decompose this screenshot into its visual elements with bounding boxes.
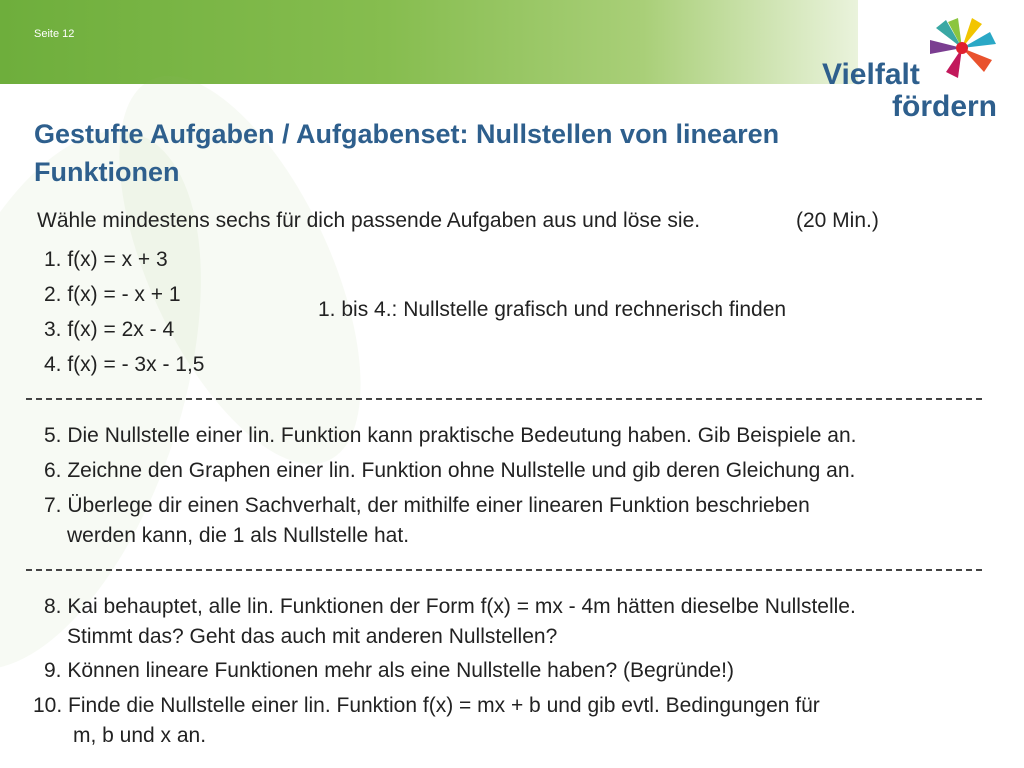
- task-item: 6. Zeichne den Graphen einer lin. Funktion ohne Nullstelle und gib deren Gleichung an.: [44, 459, 856, 482]
- task-item: 1. f(x) = x + 3: [44, 248, 168, 271]
- task-item: 4. f(x) = - 3x - 1,5: [44, 353, 205, 376]
- task-item: 5. Die Nullstelle einer lin. Funktion kann praktische Bedeutung haben. Gib Beispiele an.: [44, 424, 857, 447]
- time-hint: (20 Min.): [796, 209, 879, 232]
- task-item: 9. Können lineare Funktionen mehr als eine Nullstelle haben? (Begründe!): [44, 659, 734, 682]
- task-item: 10. Finde die Nullstelle einer lin. Funktion f(x) = mx + b und gib evtl. Bedingungen für: [33, 694, 820, 717]
- group1-note: 1. bis 4.: Nullstelle grafisch und rechnerisch finden: [318, 298, 787, 321]
- header-band: [0, 0, 858, 84]
- instruction-text: Wähle mindestens sechs für dich passende Aufgaben aus und löse sie.: [37, 209, 701, 232]
- task-item: 3. f(x) = 2x - 4: [44, 318, 175, 341]
- hands-logo-icon: [922, 14, 1002, 84]
- logo-text-vielfalt: Vielfalt: [822, 58, 920, 91]
- task-item: 8. Kai behauptet, alle lin. Funktionen der Form f(x) = mx - 4m hätten dieselbe Nullstelle.: [44, 595, 856, 618]
- dashed-separator: [26, 398, 982, 400]
- task-item: 7. Überlege dir einen Sachverhalt, der mithilfe einer linearen Funktion beschrieben: [44, 494, 810, 517]
- logo-text-foerdern: fördern: [892, 90, 997, 123]
- dashed-separator: [26, 569, 982, 571]
- task-item-continued: m, b und x an.: [73, 724, 207, 747]
- slide-title: Gestufte Aufgaben / Aufgabenset: Nullstellen von linearen Funktionen: [34, 119, 780, 187]
- task-item-continued: werden kann, die 1 als Nullstelle hat.: [67, 524, 410, 547]
- task-item: 2. f(x) = - x + 1: [44, 283, 181, 306]
- page-number: Seite 12: [34, 28, 75, 40]
- vielfalt-foerdern-logo: [822, 14, 1002, 123]
- task-item-continued: Stimmt das? Geht das auch mit anderen Nullstellen?: [67, 625, 558, 648]
